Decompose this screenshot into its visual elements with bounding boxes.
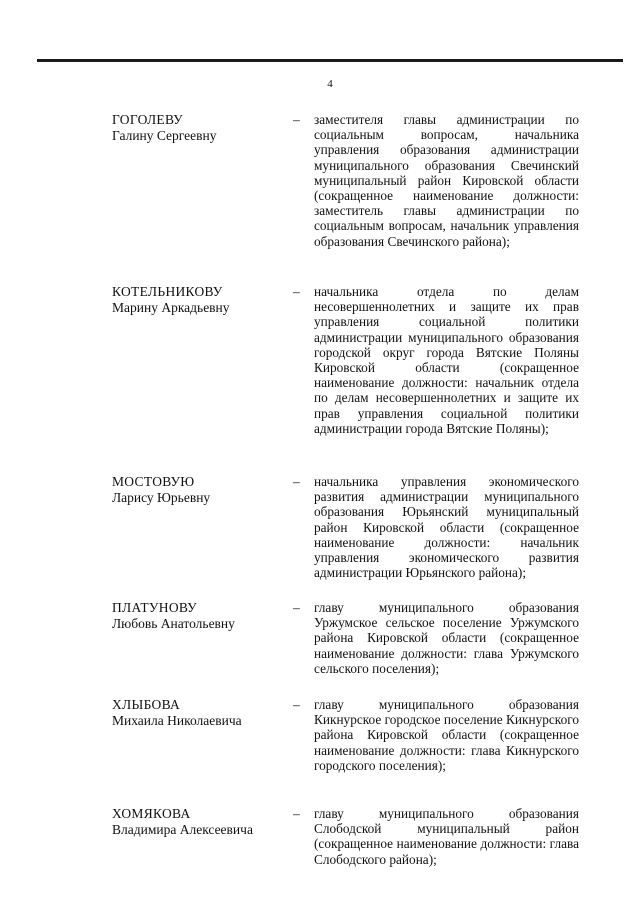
given-name: Марину Аркадьевну (112, 300, 230, 315)
position-text: начальника отдела по делам несовершеннолетних и защите их прав управления социальной политики администрации муниципального образования городской округ города Вятские Поляны Кировской области (сокращенное наименование должности: начальник отдела по делам несовершеннолетних и защите их прав управления социальной политики администрации города Вятские Поляны); (314, 284, 579, 436)
given-name: Галину Сергеевну (112, 128, 217, 143)
person-name (112, 697, 292, 729)
dash: – (293, 284, 300, 299)
dash: – (293, 474, 300, 489)
surname: МОСТОВУЮ (112, 474, 195, 489)
surname: ПЛАТУНОВУ (112, 600, 197, 615)
person-name (112, 112, 292, 144)
position-text: главу муниципального образования Слободской муниципальный район (сокращенное наименование должности: глава Слободского района); (314, 806, 579, 867)
position-text: начальника управления экономического развития администрации муниципального образования Юрьянский муниципальный район Кировской области (сокращенное наименование должности: начальник управления экономического развития администрации Юрьянского района); (314, 474, 579, 581)
page-number: 4 (327, 78, 333, 90)
top-rule (37, 59, 623, 62)
surname: ХЛЫБОВА (112, 697, 181, 712)
position-text: заместителя главы администрации по социальным вопросам, начальника управления образования администрации муниципального образования Свечинский муниципальный район Кировской области (сокращенное наименование должности: заместитель главы администрации по социальным вопросам, начальник управления образования Свечинского района); (314, 112, 579, 249)
given-name: Ларису Юрьевну (112, 490, 211, 505)
dash: – (293, 806, 300, 821)
dash: – (293, 112, 300, 127)
surname: ГОГОЛЕВУ (112, 112, 184, 127)
given-name: Владимира Алексеевича (112, 822, 253, 837)
person-name (112, 474, 292, 506)
given-name: Михаила Николаевича (112, 713, 242, 728)
position-text: главу муниципального образования Уржумское сельское поселение Уржумского района Кировской области (сокращенное наименование должности: глава Уржумского сельского поселения); (314, 600, 579, 676)
surname: КОТЕЛЬНИКОВУ (112, 284, 223, 299)
dash: – (293, 697, 300, 712)
person-name (112, 600, 292, 632)
position-text: главу муниципального образования Кикнурское городское поселение Кикнурского района Кировской области (сокращенное наименование должности: глава Кикнурского городского поселения); (314, 697, 579, 773)
person-name (112, 284, 292, 316)
dash: – (293, 600, 300, 615)
surname: ХОМЯКОВА (112, 806, 191, 821)
given-name: Любовь Анатольевну (112, 616, 235, 631)
person-name (112, 806, 292, 838)
